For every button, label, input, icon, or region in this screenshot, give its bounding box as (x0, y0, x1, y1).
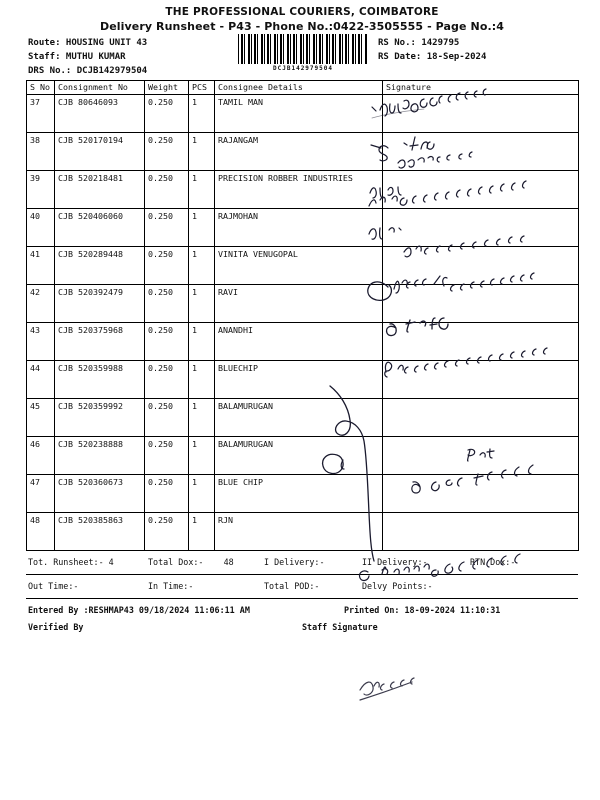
delvy-points: Delvy Points:- (362, 581, 433, 591)
table-row (27, 361, 579, 399)
summary-section (26, 555, 578, 637)
cell-weight: 0.250 (145, 323, 189, 361)
table-row (27, 437, 579, 475)
cell-consignment: CJB 520359992 (55, 399, 145, 437)
cell-sno: 38 (27, 133, 55, 171)
barcode-number: DCJB142979504 (273, 65, 333, 72)
cell-pcs: 1 (189, 133, 215, 171)
cell-sno: 45 (27, 399, 55, 437)
cell-signature[interactable] (383, 285, 579, 323)
cell-consignee: BALAMURUGAN (215, 437, 383, 475)
cell-consignment: CJB 520289448 (55, 247, 145, 285)
rtn-dox: RTN Dox:- (470, 557, 516, 567)
cell-sno: 47 (27, 475, 55, 513)
barcode (238, 34, 368, 72)
staff-signature: Staff Signature (302, 622, 378, 632)
in-time: In Time:- (148, 581, 194, 591)
cell-pcs: 1 (189, 361, 215, 399)
table-row (27, 323, 579, 361)
cell-pcs: 1 (189, 475, 215, 513)
col-header-signature: Signature (383, 81, 579, 95)
cell-signature[interactable] (383, 513, 579, 551)
cell-sno: 39 (27, 171, 55, 209)
cell-consignment: CJB 520238888 (55, 437, 145, 475)
cell-weight: 0.250 (145, 437, 189, 475)
cell-signature[interactable] (383, 133, 579, 171)
cell-consignment: CJB 520392479 (55, 285, 145, 323)
cell-consignee: VINITA VENUGOPAL (215, 247, 383, 285)
summary-row-verified (26, 620, 578, 637)
cell-sno: 40 (27, 209, 55, 247)
tot-runsheet: Tot. Runsheet:- 4 (28, 557, 114, 567)
printed-on: Printed On: 18-09-2024 11:10:31 (344, 605, 501, 615)
verified-by: Verified By (28, 622, 84, 632)
ii-delivery: II Delivery:- (362, 557, 428, 567)
header-left-block (28, 36, 147, 78)
table-row (27, 133, 579, 171)
cell-pcs: 1 (189, 247, 215, 285)
cell-consignment: CJB 520359988 (55, 361, 145, 399)
cell-sno: 37 (27, 95, 55, 133)
cell-consignee: PRECISION ROBBER INDUSTRIES (215, 171, 383, 209)
cell-weight: 0.250 (145, 171, 189, 209)
col-header-weight: Weight (145, 81, 189, 95)
summary-row-totals (26, 555, 578, 572)
cell-signature[interactable] (383, 247, 579, 285)
cell-weight: 0.250 (145, 399, 189, 437)
cell-signature[interactable] (383, 209, 579, 247)
table-row (27, 209, 579, 247)
cell-consignee: RAJMOHAN (215, 209, 383, 247)
cell-consignee: BALAMURUGAN (215, 399, 383, 437)
cell-signature[interactable] (383, 171, 579, 209)
cell-consignment: CJB 520218481 (55, 171, 145, 209)
page-title: Delivery Runsheet - P43 - Phone No.:0422-3505555 - Page No.:4 (99, 20, 505, 33)
table-row (27, 285, 579, 323)
out-time: Out Time:- (28, 581, 79, 591)
table-row (27, 247, 579, 285)
staff-label: Staff: MUTHU KUMAR (28, 52, 126, 62)
cell-consignee: ANANDHI (215, 323, 383, 361)
col-header-pcs: PCS (189, 81, 215, 95)
col-header-sno: S No (27, 81, 55, 95)
header-info (26, 36, 578, 80)
cell-signature[interactable] (383, 475, 579, 513)
cell-signature[interactable] (383, 95, 579, 133)
cell-sno: 46 (27, 437, 55, 475)
table-row (27, 95, 579, 133)
cell-pcs: 1 (189, 209, 215, 247)
cell-sno: 42 (27, 285, 55, 323)
cell-consignee: BLUE CHIP (215, 475, 383, 513)
cell-pcs: 1 (189, 285, 215, 323)
cell-pcs: 1 (189, 437, 215, 475)
cell-consignment: CJB 520170194 (55, 133, 145, 171)
company-name: THE PROFESSIONAL COURIERS, COIMBATORE (165, 6, 439, 18)
summary-divider-2 (26, 598, 578, 599)
table-row (27, 475, 579, 513)
cell-consignment: CJB 520385863 (55, 513, 145, 551)
rs-no-label: RS No.: 1429795 (378, 38, 460, 48)
cell-signature[interactable] (383, 437, 579, 475)
cell-consignee: TAMIL MAN (215, 95, 383, 133)
cell-weight: 0.250 (145, 209, 189, 247)
barcode-stripes (238, 34, 368, 64)
cell-signature[interactable] (383, 361, 579, 399)
header-right-block (378, 36, 486, 64)
cell-pcs: 1 (189, 171, 215, 209)
cell-pcs: 1 (189, 323, 215, 361)
summary-row-times (26, 579, 578, 596)
cell-consignee: BLUECHIP (215, 361, 383, 399)
cell-consignee: RAVI (215, 285, 383, 323)
table-row (27, 513, 579, 551)
cell-weight: 0.250 (145, 133, 189, 171)
cell-weight: 0.250 (145, 95, 189, 133)
cell-pcs: 1 (189, 95, 215, 133)
cell-weight: 0.250 (145, 361, 189, 399)
cell-consignment: CJB 520375968 (55, 323, 145, 361)
cell-pcs: 1 (189, 399, 215, 437)
cell-consignment: CJB 520406060 (55, 209, 145, 247)
runsheet-sheet (26, 6, 578, 637)
summary-divider (26, 574, 578, 575)
cell-signature[interactable] (383, 399, 579, 437)
cell-consignment: CJB 80646093 (55, 95, 145, 133)
cell-weight: 0.250 (145, 285, 189, 323)
cell-sno: 44 (27, 361, 55, 399)
rs-date-label: RS Date: 18-Sep-2024 (378, 52, 487, 62)
table-body (27, 95, 579, 551)
cell-sno: 48 (27, 513, 55, 551)
cell-signature[interactable] (383, 323, 579, 361)
table-row (27, 171, 579, 209)
drs-label: DRS No.: DCJB142979504 (28, 66, 148, 76)
table-header-row (27, 81, 579, 95)
route-label: Route: HOUSING UNIT 43 (28, 38, 148, 48)
total-pod: Total POD:- (264, 581, 320, 591)
cell-sno: 41 (27, 247, 55, 285)
runsheet-table (26, 80, 579, 551)
entered-by: Entered By :RESHMAP43 09/18/2024 11:06:11 AM (28, 605, 250, 615)
cell-sno: 43 (27, 323, 55, 361)
cell-pcs: 1 (189, 513, 215, 551)
total-dox: Total Dox:- 48 (148, 557, 234, 567)
cell-consignee: RAJANGAM (215, 133, 383, 171)
table-row (27, 399, 579, 437)
cell-weight: 0.250 (145, 475, 189, 513)
cell-consignee: RJN (215, 513, 383, 551)
cell-weight: 0.250 (145, 513, 189, 551)
col-header-consignee: Consignee Details (215, 81, 383, 95)
i-delivery: I Delivery:- (264, 557, 325, 567)
cell-consignment: CJB 520360673 (55, 475, 145, 513)
summary-row-entered (26, 603, 578, 620)
col-header-consignment: Consignment No (55, 81, 145, 95)
cell-weight: 0.250 (145, 247, 189, 285)
